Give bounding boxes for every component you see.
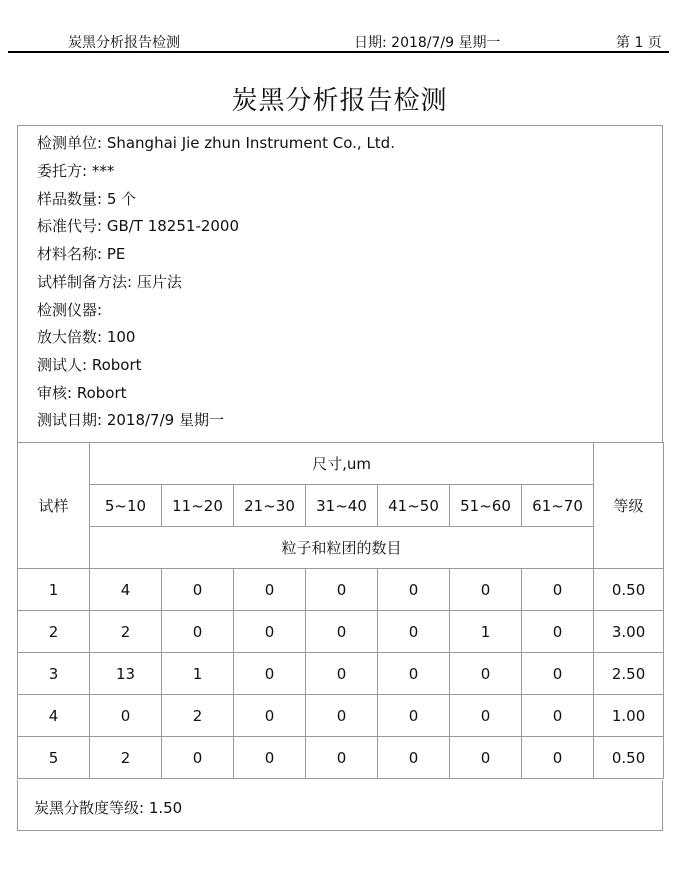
count-cell: 2 xyxy=(90,611,162,653)
count-cell: 0 xyxy=(522,737,594,779)
count-cell: 0 xyxy=(378,611,450,653)
count-cell: 0 xyxy=(450,569,522,611)
info-preparation-method: 试样制备方法: 压片法 xyxy=(37,273,182,291)
header-date: 日期: 2018/7/9 星期一 xyxy=(354,35,501,51)
count-cell: 0 xyxy=(378,653,450,695)
header-page-number: 第 1 页 xyxy=(616,35,662,51)
info-instrument: 检测仪器: xyxy=(37,301,103,319)
count-header: 粒子和粒团的数目 xyxy=(90,527,594,569)
info-reviewer: 审核: Robort xyxy=(37,384,127,402)
range-header: 21~30 xyxy=(234,485,306,527)
info-testing-unit: 检测单位: Shanghai Jie zhun Instrument Co., Ltd. xyxy=(37,134,395,152)
table-row xyxy=(18,695,664,737)
range-header: 61~70 xyxy=(522,485,594,527)
grade-cell: 1.00 xyxy=(594,695,664,737)
count-cell: 0 xyxy=(378,737,450,779)
sample-header: 试样 xyxy=(18,443,90,569)
count-cell: 0 xyxy=(306,653,378,695)
count-cell: 0 xyxy=(162,611,234,653)
count-cell: 0 xyxy=(162,569,234,611)
count-cell: 0 xyxy=(306,695,378,737)
count-cell: 0 xyxy=(522,653,594,695)
count-cell: 0 xyxy=(378,695,450,737)
count-cell: 4 xyxy=(90,569,162,611)
table-row xyxy=(18,653,664,695)
count-header-row xyxy=(18,527,664,569)
count-cell: 1 xyxy=(162,653,234,695)
count-cell: 0 xyxy=(306,611,378,653)
count-cell: 2 xyxy=(90,737,162,779)
count-cell: 0 xyxy=(522,695,594,737)
count-cell: 0 xyxy=(450,695,522,737)
count-cell: 0 xyxy=(234,737,306,779)
count-cell: 2 xyxy=(162,695,234,737)
count-cell: 0 xyxy=(522,569,594,611)
header-title: 炭黑分析报告检测 xyxy=(68,35,180,51)
sample-cell: 1 xyxy=(18,569,90,611)
dispersion-grade-summary xyxy=(17,780,663,831)
count-cell: 1 xyxy=(450,611,522,653)
count-cell: 0 xyxy=(234,611,306,653)
info-box xyxy=(17,125,663,443)
count-cell: 0 xyxy=(306,569,378,611)
table-row xyxy=(18,737,664,779)
grade-header: 等级 xyxy=(594,443,664,569)
range-header: 51~60 xyxy=(450,485,522,527)
info-magnification: 放大倍数: 100 xyxy=(37,328,136,346)
info-test-date: 测试日期: 2018/7/9 星期一 xyxy=(37,411,224,429)
info-standard-code: 标准代号: GB/T 18251-2000 xyxy=(37,217,240,235)
info-tester: 测试人: Robort xyxy=(37,356,142,374)
info-material-name: 材料名称: PE xyxy=(37,245,126,263)
count-cell: 0 xyxy=(162,737,234,779)
count-cell: 0 xyxy=(234,695,306,737)
count-cell: 0 xyxy=(378,569,450,611)
count-cell: 0 xyxy=(450,653,522,695)
range-header: 31~40 xyxy=(306,485,378,527)
grade-cell: 2.50 xyxy=(594,653,664,695)
grade-cell: 0.50 xyxy=(594,737,664,779)
results-table xyxy=(17,442,664,779)
info-client: 委托方: *** xyxy=(37,162,115,180)
size-header: 尺寸,um xyxy=(90,443,594,485)
grade-cell: 3.00 xyxy=(594,611,664,653)
count-cell: 0 xyxy=(90,695,162,737)
count-cell: 0 xyxy=(450,737,522,779)
page-header xyxy=(8,0,669,53)
grade-cell: 0.50 xyxy=(594,569,664,611)
report-title: 炭黑分析报告检测 xyxy=(231,86,448,116)
sample-cell: 2 xyxy=(18,611,90,653)
range-header-row xyxy=(18,485,664,527)
range-header: 11~20 xyxy=(162,485,234,527)
range-header: 41~50 xyxy=(378,485,450,527)
count-cell: 13 xyxy=(90,653,162,695)
sample-cell: 4 xyxy=(18,695,90,737)
count-cell: 0 xyxy=(234,653,306,695)
table-row xyxy=(18,569,664,611)
count-cell: 0 xyxy=(522,611,594,653)
table-row xyxy=(18,611,664,653)
sample-cell: 5 xyxy=(18,737,90,779)
count-cell: 0 xyxy=(306,737,378,779)
range-header: 5~10 xyxy=(90,485,162,527)
sample-cell: 3 xyxy=(18,653,90,695)
count-cell: 0 xyxy=(234,569,306,611)
table-header-row xyxy=(18,443,664,485)
info-sample-count: 样品数量: 5 个 xyxy=(37,190,137,208)
dispersion-grade-text: 炭黑分散度等级: 1.50 xyxy=(34,799,183,817)
